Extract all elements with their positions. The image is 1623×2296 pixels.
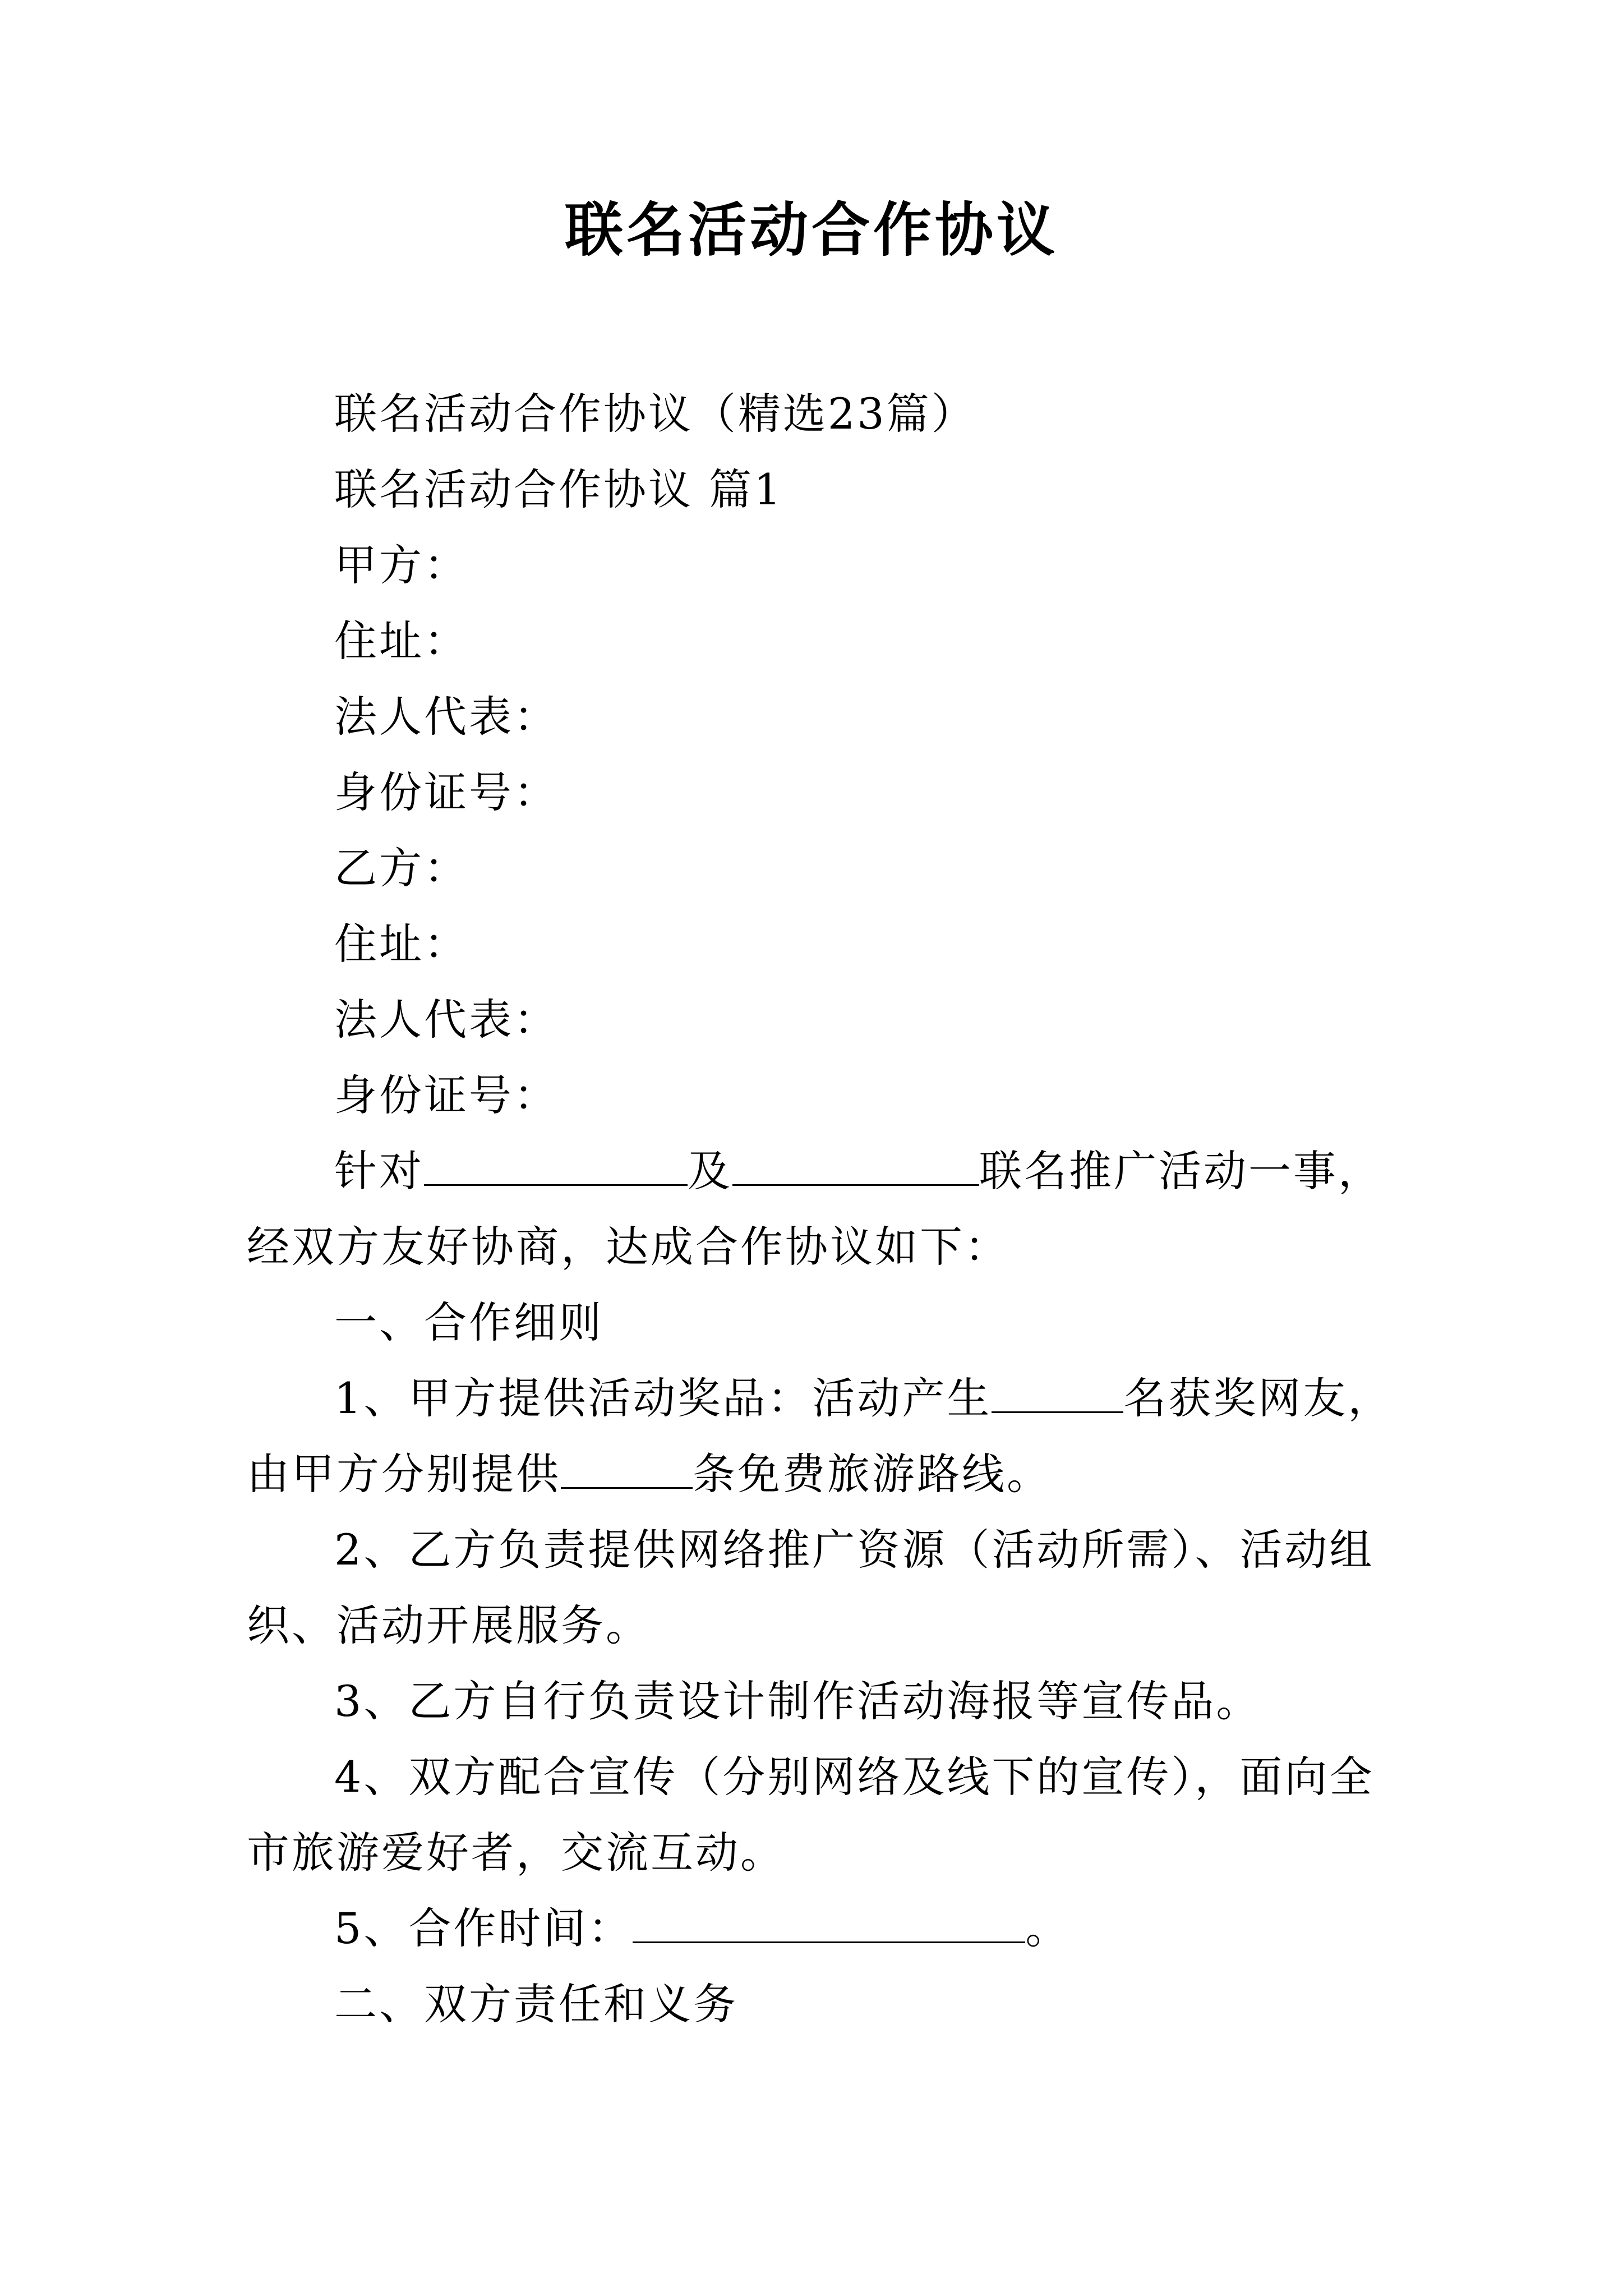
intro-prefix: 针对 [334, 1146, 424, 1196]
party-a-label: 甲方： [334, 540, 469, 590]
item-4: 4、双方配合宣传（分别网络及线下的宣传），面向全市旅游爱好者，交流互动。 [247, 1752, 1375, 1878]
item-1-text-c: 条免费旅游路线。 [693, 1449, 1052, 1499]
item-1-text-b: 名获奖网友，由甲方分别提供 [247, 1373, 1393, 1499]
item-1-blank-1 [992, 1372, 1123, 1413]
party-b-address-label: 住址： [334, 919, 469, 969]
item-5-text-b: 。 [1025, 1903, 1071, 1953]
intro-blank-1 [424, 1145, 688, 1186]
section-2-heading: 二、双方责任和义务 [334, 1979, 738, 2029]
intro-suffix: 联名推广活动一事，经双方友好协商，达成合作协议如下： [247, 1146, 1383, 1272]
party-b-label: 乙方： [334, 843, 469, 893]
party-a-id-label: 身份证号： [334, 767, 559, 817]
intro-blank-2 [732, 1145, 979, 1186]
party-b-legal-rep-label: 法人代表： [334, 995, 559, 1045]
party-b-id-label: 身份证号： [334, 1070, 559, 1120]
item-5 [247, 1890, 1413, 1966]
item-1 [247, 1360, 1413, 1512]
section-1-heading: 一、合作细则 [334, 1297, 603, 1347]
item-3: 3、乙方自行负责设计制作活动海报等宣传品。 [334, 1676, 1261, 1726]
item-5-blank [633, 1902, 1025, 1943]
item-2: 2、乙方负责提供网络推广资源（活动所需）、活动组织、活动开展服务。 [247, 1525, 1375, 1650]
document-body [247, 376, 1413, 2042]
item-5-text-a: 5、合作时间： [334, 1903, 633, 1953]
document-title: 联名活动合作协议 [564, 195, 1058, 264]
collection-title: 联名活动合作协议（精选23篇） [334, 389, 976, 439]
intro-mid: 及 [688, 1146, 732, 1196]
intro-paragraph [247, 1133, 1413, 1285]
party-a-address-label: 住址： [334, 616, 469, 666]
party-a-legal-rep-label: 法人代表： [334, 692, 559, 742]
item-1-blank-2 [561, 1448, 693, 1489]
article-heading: 联名活动合作协议 篇1 [334, 464, 783, 514]
item-1-text-a: 1、甲方提供活动奖品：活动产生 [334, 1373, 992, 1423]
